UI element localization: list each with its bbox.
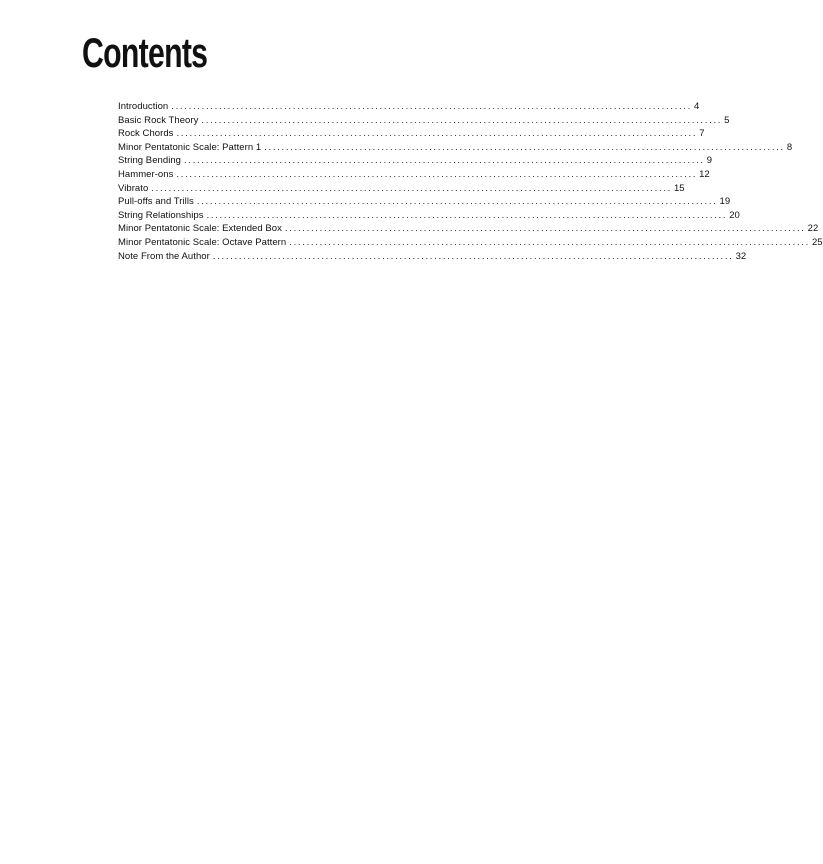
toc-leader-dots: ........................................................................................................................ [176,168,698,180]
toc-entry-page: 15 [674,182,685,194]
toc-entry-page: 7 [699,128,705,140]
toc-entry [118,168,710,182]
toc-entry [118,209,740,223]
toc-entry-label: String Relationships [118,209,204,221]
toc-leader-dots: ........................................................................................................................ [176,128,698,140]
toc-entry [118,195,731,209]
toc-entry-label: Pull-offs and Trills [118,196,194,208]
toc-entry-label: Rock Chords [118,128,174,140]
toc-leader-dots: ........................................................................................................................ [289,236,810,248]
toc-entry [118,182,685,196]
toc-entry-page: 22 [807,223,819,235]
toc-entry-label: Hammer-ons [118,168,174,180]
toc-entry-label: Note From the Author [118,250,210,262]
page-title: Contents [82,29,208,76]
toc-entry [118,250,747,264]
toc-leader-dots: ........................................................................................................................ [171,101,692,112]
toc-entry-page: 19 [719,196,731,208]
toc-entry [118,141,793,155]
toc-entry-page: 8 [786,141,793,153]
toc-entry-label: Minor Pentatonic Scale: Extended Box [118,223,282,235]
toc-leader-dots: ........................................................................................................................ [151,182,673,194]
toc-entry [118,154,713,168]
table-of-contents [118,100,823,263]
toc-entry-page: 4 [693,101,700,112]
toc-entry-label: String Bending [118,155,182,167]
toc-entry-page: 9 [706,155,713,167]
toc-leader-dots: ........................................................................................................................ [184,155,705,167]
toc-leader-dots: ........................................................................................................................ [264,141,785,153]
toc-leader-dots: ........................................................................................................................ [206,209,728,221]
toc-entry-label: Minor Pentatonic Scale: Pattern 1 [118,141,262,153]
toc-entry-page: 32 [735,250,747,262]
toc-entry-page: 20 [729,209,740,221]
toc-entry [118,100,700,114]
toc-entry [118,114,730,128]
toc-entry [118,127,705,141]
toc-entry-label: Introduction [118,101,169,112]
toc-leader-dots: ........................................................................................................................ [212,250,734,262]
toc-leader-dots: ........................................................................................................................ [201,114,723,126]
toc-entry-page: 12 [699,168,710,180]
toc-entry-label: Vibrato [118,182,149,194]
toc-entry-label: Minor Pentatonic Scale: Octave Pattern [118,236,287,248]
toc-leader-dots: ........................................................................................................................ [196,196,718,208]
toc-entry-label: Basic Rock Theory [118,114,199,126]
toc-entry [118,236,823,250]
toc-entry-page: 25 [811,236,823,248]
toc-leader-dots: ........................................................................................................................ [284,223,806,235]
toc-entry [118,222,819,236]
toc-entry-page: 5 [724,114,730,126]
